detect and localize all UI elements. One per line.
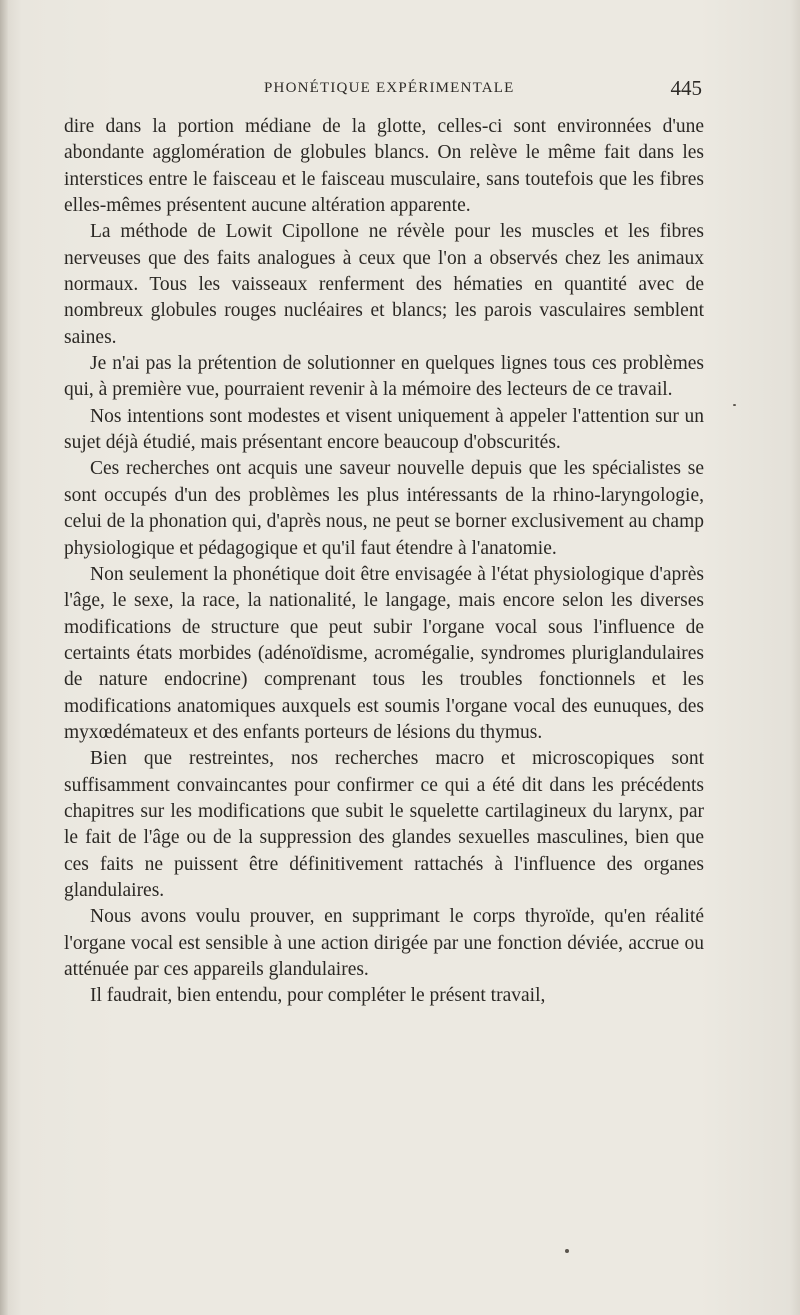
- paper-speck: [733, 404, 736, 406]
- paper-speck: [565, 1249, 569, 1253]
- paragraph-9: Il faudrait, bien entendu, pour compléter le présent travail,: [90, 985, 546, 1007]
- running-head: [74, 74, 706, 104]
- page-edge: [0, 0, 8, 1315]
- paragraph-1: dire dans la portion médiane de la glotte, celles-ci sont environnées d'une abondante agglomération de globules blancs. On relève le même fait dans les interstices entre le faisceau et le faisceau musculaire, sans toutefois que les fibres elles-mêmes présentent aucune altération apparente.: [64, 116, 704, 217]
- paragraph-4: Nos intentions sont modestes et visent uniquement à appeler l'attention sur un sujet déjà étudié, mais présentant encore beaucoup d'obscurités.: [64, 405, 704, 454]
- paragraph-3: Je n'ai pas la prétention de solutionner en quelques lignes tous ces problèmes qui, à première vue, pourraient revenir à la mémoire des lecteurs de ce travail.: [64, 353, 704, 401]
- paragraph-6: Non seulement la phonétique doit être envisagée à l'état physiologique d'après l'âge, le sexe, la race, la nationalité, le langage, mais encore selon les diverses modifications de structure que peut subir l'organe vocal sous l'influence de certaints états morbides (adénoïdisme, acromégalie, syndromes pluriglandulaires de nature endocrine) comprenant tous les troubles fonctionnels et les modifications anatomiques auxquels est soumis l'organe vocal des eunuques, des myxœdémateux et des enfants porteurs de lésions du thymus.: [64, 563, 704, 743]
- body-text: [64, 114, 704, 1010]
- paragraph-8: Nous avons voulu prouver, en supprimant le corps thyroïde, qu'en réalité l'organe vocal est sensible à une action dirigée par une fonction déviée, accrue ou atténuée par ces appareils glandulaires.: [64, 906, 704, 980]
- paragraph-2: La méthode de Lowit Cipollone ne révèle pour les muscles et les fibres nerveuses que des faits analogues à ceux que l'on a observés chez les animaux normaux. Tous les vaisseaux renferment des hématies en quantité avec de nombreux globules rouges nucléaires et blancs; les parois vasculaires semblent saines.: [64, 221, 704, 348]
- paragraph-5: Ces recherches ont acquis une saveur nouvelle depuis que les spécialistes se sont occupés d'un des problèmes les plus intéressants de la rhino-laryngologie, celui de la phonation qui, d'après nous, ne peut se borner exclusivement au champ physiologique et pédagogique et qu'il faut étendre à l'anatomie.: [64, 458, 704, 559]
- paragraph-7: Bien que restreintes, nos recherches macro et microscopiques sont suffisamment convaincantes pour confirmer ce qui a été dit dans les précédents chapitres sur les modifications que subit le squelette cartilagineux du larynx, par le fait de l'âge ou de la suppression des glandes sexuelles masculines, bien que ces faits ne puissent être définitivement rattachés à l'influence des organes glandulaires.: [64, 748, 704, 901]
- page-number: 445: [670, 76, 702, 100]
- running-head-title: PHONÉTIQUE EXPÉRIMENTALE: [264, 80, 515, 96]
